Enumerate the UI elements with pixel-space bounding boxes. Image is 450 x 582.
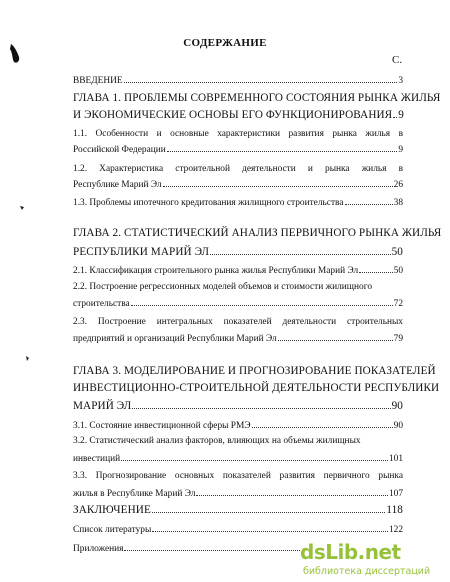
toc-entry-text: ГЛАВА 1. ПРОБЛЕМЫ СОВРЕМЕННОГО СОСТОЯНИЯ РЫНКА ЖИЛЬЯ	[73, 92, 441, 104]
toc-entry-text: Российской Федерации	[73, 145, 166, 155]
toc-entry-text: МАРИЙ ЭЛ	[73, 400, 132, 412]
toc-entry	[73, 263, 403, 277]
leader-dots	[196, 486, 387, 496]
leader-dots	[278, 331, 393, 341]
chapter-heading	[73, 399, 403, 413]
chapter-heading	[73, 364, 436, 378]
toc-entry-text: ГЛАВА 2. СТАТИСТИЧЕСКИЙ АНАЛИЗ ПЕРВИЧНОГО РЫНКА ЖИЛЬЯ	[73, 227, 442, 239]
toc-entry-text: Приложения	[73, 544, 124, 554]
toc-entry-page: 107	[388, 489, 403, 499]
leader-dots	[393, 108, 397, 118]
toc-entry-page: 9	[398, 145, 403, 155]
toc-entry-text: ГЛАВА 3. МОДЕЛИРОВАНИЕ И ПРОГНОЗИРОВАНИЕ ПОКАЗАТЕЛЕЙ	[73, 365, 436, 377]
toc-entry	[73, 503, 403, 517]
toc-entry	[73, 522, 403, 536]
toc-entry	[73, 127, 403, 141]
leader-dots	[252, 418, 393, 428]
toc-entry-page: 72	[393, 299, 403, 309]
toc-entry-text: 3.2. Статистический анализ факторов, влияющих на объемы жилищных	[73, 436, 361, 446]
watermark-subtitle: библиотека диссертаций	[303, 566, 431, 577]
leader-dots	[132, 399, 390, 409]
leader-dots	[210, 245, 391, 255]
toc-entry-page: 122	[388, 525, 403, 535]
toc-entry-text: 2.3. Построение интегральных показателей деятельности строительных	[73, 317, 403, 327]
toc-entry-text: 1.2. Характеристика строительной деятельности и рынка жилья в	[73, 164, 403, 174]
toc-entry-page: 118	[386, 504, 403, 516]
chapter-heading	[73, 108, 403, 122]
toc-entry	[73, 195, 403, 209]
toc-entry	[73, 142, 403, 156]
leader-dots	[121, 451, 388, 461]
toc-entry-text: РЕСПУБЛИКИ МАРИЙ ЭЛ	[73, 246, 210, 258]
toc-entry-page: 3	[398, 76, 403, 86]
toc-entry	[73, 486, 403, 500]
toc-entry-text: жилья в Республике Марий Эл	[73, 489, 196, 499]
toc-entry-page: 38	[393, 198, 403, 208]
toc-entry	[73, 469, 403, 483]
toc-entry	[73, 162, 403, 176]
scan-speck-mark	[25, 355, 30, 362]
leader-dots	[152, 503, 385, 513]
toc-entry-page: 9	[398, 109, 404, 121]
toc-entry-text: 3.3. Прогнозирование основных показателей развития первичного рынка	[73, 471, 403, 481]
toc-entry-text: инвестиций	[73, 454, 121, 464]
toc-entry-page: 50	[391, 246, 403, 258]
toc-entry	[73, 177, 403, 191]
toc-title: СОДЕРЖАНИЕ	[183, 37, 267, 49]
leader-dots	[163, 177, 393, 187]
toc-entry-page: 90	[391, 400, 403, 412]
watermark-logo: dsLib.net	[300, 540, 401, 564]
leader-dots	[124, 73, 398, 83]
leader-dots	[359, 263, 392, 273]
toc-entry-text: И ЭКОНОМИЧЕСКИЕ ОСНОВЫ ЕГО ФУНКЦИОНИРОВАНИЯ	[73, 109, 393, 121]
toc-entry-text: ЗАКЛЮЧЕНИЕ	[73, 504, 151, 516]
chapter-heading	[73, 91, 441, 105]
toc-entry-page: 50	[393, 266, 403, 276]
leader-dots	[345, 195, 393, 205]
toc-entry-text: 2.1. Классификация строительного рынка жилья Республики Марий Эл	[73, 266, 359, 276]
toc-entry-page: 90	[393, 421, 403, 431]
toc-entry	[73, 315, 403, 329]
toc-entry-text: Республике Марий Эл	[73, 180, 162, 190]
chapter-heading	[73, 226, 442, 240]
toc-entry-text: ВВЕДЕНИЕ	[73, 76, 123, 86]
toc-entry	[73, 73, 403, 87]
toc-entry	[73, 331, 403, 345]
toc-entry-page: 79	[393, 334, 403, 344]
leader-dots	[167, 142, 397, 152]
leader-dots	[152, 522, 388, 532]
leader-dots	[131, 296, 393, 306]
chapter-heading	[73, 245, 403, 259]
toc-entry-text: ИНВЕСТИЦИОННО-СТРОИТЕЛЬНОЙ ДЕЯТЕЛЬНОСТИ РЕСПУБЛИКИ	[73, 382, 440, 394]
toc-entry	[73, 296, 403, 310]
toc-entry-text: 3.1. Состояние инвестиционной сферы РМЭ	[73, 421, 251, 431]
toc-entry	[73, 434, 403, 448]
toc-entry	[73, 280, 403, 294]
toc-entry-page: 101	[388, 454, 403, 464]
toc-entry-text: предприятий и организаций Республики Марий Эл	[73, 334, 277, 344]
toc-entry-text: Список литературы	[73, 525, 152, 535]
toc-entry-text: 1.3. Проблемы ипотечного кредитования жилищного строительства	[73, 198, 344, 208]
toc-entry-text: строительства	[73, 299, 130, 309]
toc-entry-text: 1.1. Особенности и основные характеристики развития рынка жилья в	[73, 129, 403, 139]
chapter-heading	[73, 381, 440, 395]
page-column-label: С.	[392, 54, 403, 66]
toc-entry-text: 2.2. Построение регрессионных моделей объемов и стоимости жилищного	[73, 282, 373, 292]
toc-entry	[73, 451, 403, 465]
toc-entry-page: 26	[393, 180, 403, 190]
toc-entry	[73, 418, 403, 432]
scan-speck-mark	[19, 205, 25, 211]
watermark	[300, 536, 450, 582]
